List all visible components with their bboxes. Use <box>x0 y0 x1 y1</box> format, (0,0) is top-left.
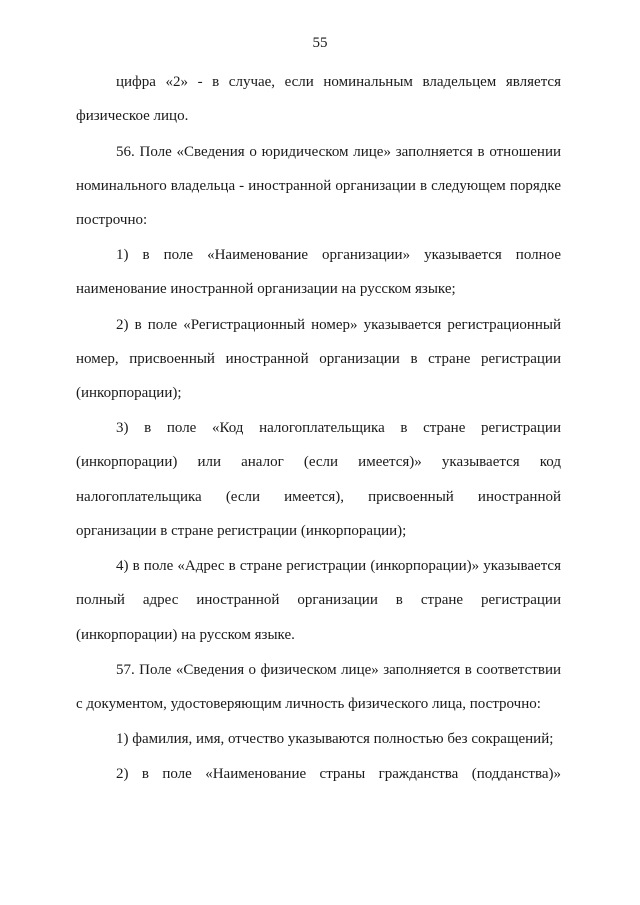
text-line: 1) в поле «Наименование организации» указывается полное <box>116 247 561 263</box>
text-line: цифра «2» - в случае, если номинальным владельцем является <box>116 74 561 90</box>
text-line: 56. Поле «Сведения о юридическом лице» заполняется в отношении <box>116 144 561 160</box>
text-line: полный адрес иностранной организации в стране регистрации <box>76 592 561 608</box>
text-line: номер, присвоенный иностранной организации в стране регистрации <box>76 351 561 367</box>
text-line: (инкорпорации); <box>76 385 182 401</box>
text-line: наименование иностранной организации на русском языке; <box>76 281 456 297</box>
text-line: номинального владельца - иностранной организации в следующем порядке <box>76 178 561 194</box>
text-line: 4) в поле «Адрес в стране регистрации (инкорпорации)» указывается <box>116 558 561 574</box>
text-line: (инкорпорации) или аналог (если имеется)» указывается код <box>76 454 561 470</box>
text-line: 2) в поле «Регистрационный номер» указывается регистрационный <box>116 317 561 333</box>
text-line: с документом, удостоверяющим личность физического лица, построчно: <box>76 696 541 712</box>
text-line: организации в стране регистрации (инкорпорации); <box>76 523 407 539</box>
text-line: 1) фамилия, имя, отчество указываются полностью без сокращений; <box>116 731 554 747</box>
text-line: физическое лицо. <box>76 108 189 124</box>
text-line: (инкорпорации) на русском языке. <box>76 627 295 643</box>
text-line: 2) в поле «Наименование страны гражданства (подданства)» <box>116 766 561 782</box>
text-line: 3) в поле «Код налогоплательщика в стране регистрации <box>116 420 561 436</box>
text-line: 57. Поле «Сведения о физическом лице» заполняется в соответствии <box>116 662 561 678</box>
text-line: построчно: <box>76 212 148 228</box>
text-line: налогоплательщика (если имеется), присвоенный иностранной <box>76 489 561 505</box>
page-number: 55 <box>312 35 328 51</box>
